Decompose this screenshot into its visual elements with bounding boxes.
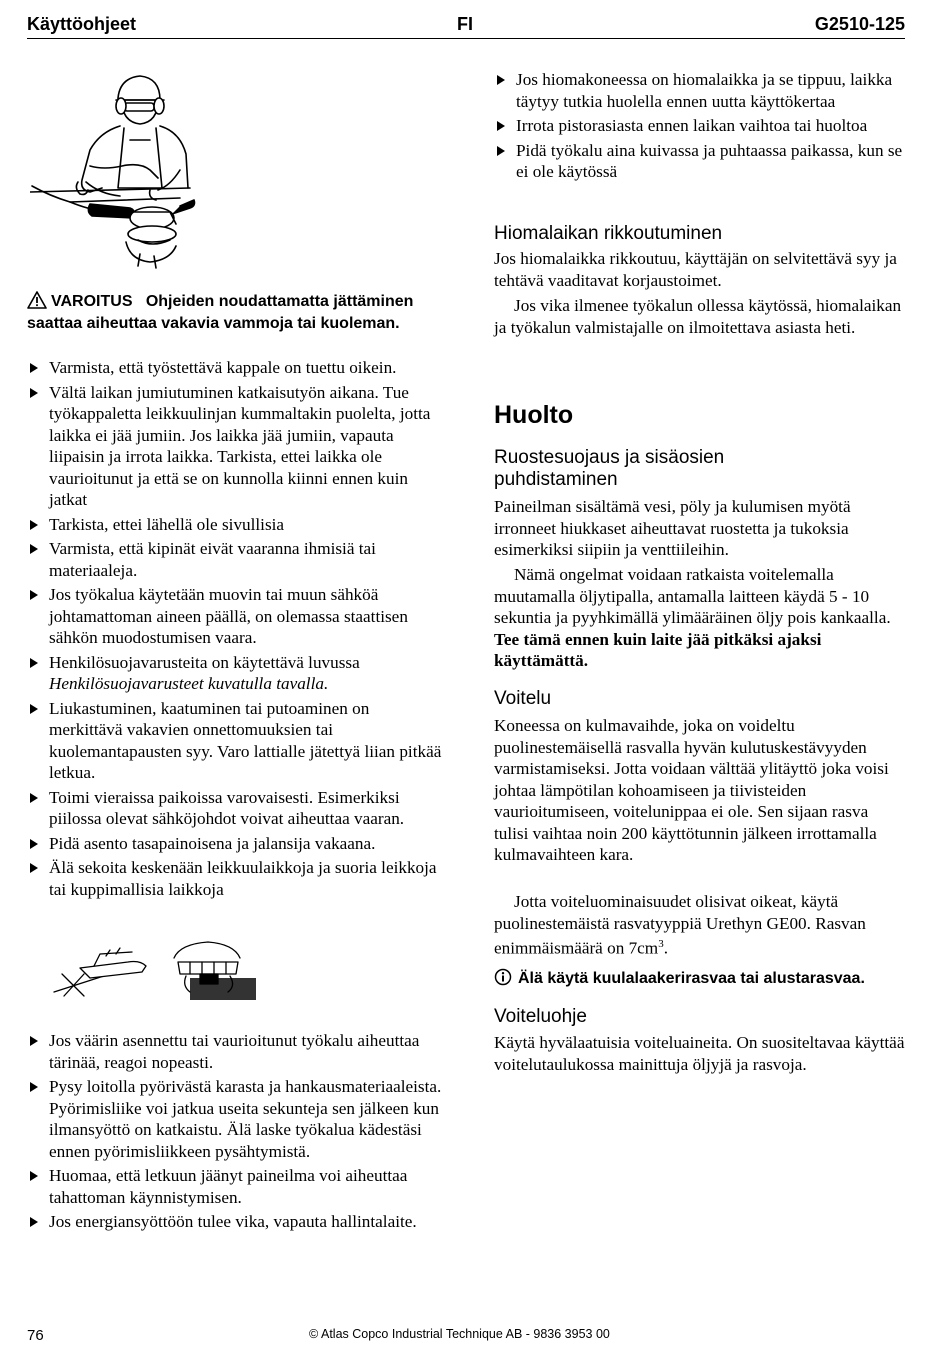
header-model: G2510-125 [814, 14, 905, 34]
warning-text: Ohjeiden noudattamatta jättäminen saattaa aiheuttaa vakavia vammoja tai kuoleman. [27, 293, 414, 332]
breakage-paragraph-2: Jos vika ilmenee työkalun ollessa käytössä, hiomalaikan ja työkalun valmistajalle on ilmoitettava asiasta heti. [494, 296, 902, 337]
list-item: Jos hiomakoneessa on hiomalaikka ja se tippuu, laikka täytyy tutkia huolella ennen uutta käyttökertaa [494, 69, 906, 112]
list-item: Pysy loitolla pyörivästä karasta ja hankausmateriaaleista. Pyörimisliike voi jatkua useita sekunteja sen jälkeen kun ilmansyöttö on katkaistu. Älä laske työkalua kädestäsi ennen pyörimisliikkeen pysähtymistä. [27, 1076, 447, 1162]
page-header [27, 12, 905, 39]
list-item: Huomaa, että letkuun jäänyt paineilma voi aiheuttaa tahattoman käynnistymisen. [27, 1165, 447, 1208]
page-number: 76 [27, 1327, 44, 1344]
info-icon [494, 968, 512, 986]
list-item: Pidä asento tasapainoisena ja jalansija vakaana. [27, 833, 447, 855]
warning-label: VAROITUS [51, 293, 133, 310]
list-item: Pidä työkalu aina kuivassa ja puhtaassa paikassa, kun se ei ole käytössä [494, 140, 906, 183]
left-bullet-list-1 [27, 357, 447, 903]
list-item: Varmista, että työstettävä kappale on tuettu oikein. [27, 357, 447, 379]
header-language: FI [457, 14, 473, 34]
rust-paragraph-2: Nämä ongelmat voidaan ratkaista voitelemalla muutamalla öljytipalla, antamalla laitteen käydä 5 - 10 sekuntia ja pyyhkimällä ylimääräinen öljy pois kankaalla. Tee tämä ennen kuin laite jää pitkäksi ajaksi käyttämättä. [494, 565, 891, 670]
list-item: Jos työkalua käytetään muovin tai muun sähköä johtamattoman aineen päällä, on olemassa staattisen sähkön muodostumisen vaara. [27, 584, 447, 649]
lube-guide-heading: Voiteluohje [494, 1006, 587, 1027]
warning-triangle-icon [27, 291, 47, 309]
warning-block [27, 291, 437, 334]
lube-guide-paragraph: Käytä hyvälaatuisia voiteluaineita. On suositeltavaa käyttää voitelutaulukossa mainittuja öljyjä ja rasvoja. [494, 1033, 905, 1074]
header-title: Käyttöohjeet [27, 14, 137, 34]
lube-heading: Voitelu [494, 688, 552, 709]
rust-heading: Ruostesuojaus ja sisäosien puhdistaminen [494, 447, 725, 490]
list-item: Älä sekoita keskenään leikkuulaikkoja ja suoria leikkoja tai kuppimallisia laikkoja [27, 857, 447, 900]
disc-types-illustration [50, 938, 260, 1002]
list-item: Irrota pistorasiasta ennen laikan vaihtoa tai huoltoa [494, 115, 906, 137]
lube-paragraph-1: Koneessa on kulmavaihde, joka on voideltu puolinestemäisellä rasvalla hyvän kulutuskestävyyden varmistamiseksi. Jotta voidaan välttää ylitäyttö joka voisi johtaa lämpötilan kohoamiseen ja tiivisteiden vaurioitumiseen, voitelunippaa ei ole. Sen sijaan rasva tulisi vaihtaa noin 200 käyttötunnin jälkeen irrottamalla kulmavaihteen kara. [494, 716, 889, 864]
breakage-heading: Hiomalaikan rikkoutuminen [494, 223, 723, 244]
rust-paragraph-1: Paineilman sisältämä vesi, pöly ja kulumisen myötä irronneet hiukkaset aiheuttavat ruostetta ja tukoksia esimerkiksi siipiin ja venttiileihin. [494, 497, 851, 559]
list-item: Jos energiansyöttöön tulee vika, vapauta hallintalaite. [27, 1211, 447, 1233]
rust-emphasis: Tee tämä ennen kuin laite jää pitkäksi ajaksi käyttämättä. [494, 629, 822, 670]
left-bullet-list-2 [27, 1030, 447, 1236]
note-block [494, 968, 914, 989]
list-item: Liukastuminen, kaatuminen tai putoaminen on merkittävä vakavien onnettomuuksien tai kuolemantapausten syy. Varo lattialle jätettyä liian pitkää letkua. [27, 698, 447, 784]
list-item: Jos väärin asennettu tai vaurioitunut työkalu aiheuttaa tärinää, reagoi nopeasti. [27, 1030, 447, 1073]
copyright: © Atlas Copco Industrial Technique AB - 9836 3953 00 [309, 1327, 610, 1341]
breakage-paragraph-1: Jos hiomalaikka rikkoutuu, käyttäjän on selvitettävä syy ja tehtävä vaaditavat korjaustoimet. [494, 249, 897, 290]
worker-grinder-illustration [30, 70, 200, 270]
right-bullet-list [494, 69, 906, 186]
list-item: Toimi vieraissa paikoissa varovaisesti. Esimerkiksi piilossa olevat sähköjohdot voivat aiheuttaa vaaran. [27, 787, 447, 830]
note-text: Älä käytä kuulalaakerirasvaa tai alustarasvaa. [518, 970, 865, 987]
list-item: Tarkista, ettei lähellä ole sivullisia [27, 514, 447, 536]
lube-paragraph-2: Jotta voiteluominaisuudet olisivat oikeat, käytä puolinestemäistä rasvatyyppiä Urethyn GE00. Rasvan enimmäismäärä on $7cm^3$. [494, 892, 866, 958]
list-item: Vältä laikan jumiutuminen katkaisutyön aikana. Tue työkappaletta leikkuulinjan kummaltakin puolelta, jotta laikka ei jää jumiin. Jos laikka jää jumiin, vapauta liipaisin ja irrota laikka. Tarkista, ettei laikka ole vaurioitunut ja että se on kunnolla kiinni ennen kuin jatkat [27, 382, 447, 511]
list-item: Henkilösuojavarusteita on käytettävä luvussa Henkilösuojavarusteet kuvatulla tavalla. [27, 652, 447, 695]
service-heading: Huolto [494, 401, 574, 429]
list-item: Varmista, että kipinät eivät vaaranna ihmisiä tai materiaaleja. [27, 538, 447, 581]
ppe-reference: Henkilösuojavarusteet kuvatulla tavalla. [49, 674, 329, 693]
